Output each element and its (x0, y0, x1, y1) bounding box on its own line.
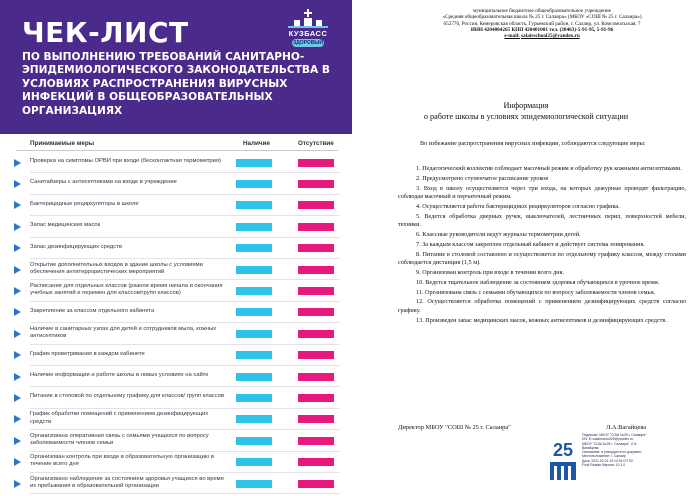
intro-paragraph: Во избежание распространения вирусных инфекции, соблюдаются следующие меры: (420, 140, 646, 147)
checklist-item-label: Организовано наблюдение за состоянием здоровья учащихся во время их пребывания в образовательной организации (30, 475, 224, 489)
present-checkbox[interactable] (236, 351, 272, 359)
stamp-line: Основание: я утвердил этот документ (582, 450, 642, 455)
checklist-row (0, 152, 352, 173)
checklist-item-label: Запас дезинфицирующих средств (30, 243, 122, 250)
signature-role: Директор МБОУ "СОШ № 25 г. Салаира" (398, 424, 511, 431)
measure-item: 5. Ведется обработка дверных ручек, выключателей, лестничных перил, поверхностей мебели, техники. (398, 212, 686, 228)
crown-icon (278, 6, 338, 30)
header-line: «Средняя общеобразовательная школа № 25 г. Салаира» (МБОУ «СОШ № 25 г. Салаира») (442, 14, 642, 21)
header-line: муниципальное бюджетное общеобразовательное учреждение (473, 8, 611, 14)
email-link[interactable]: salairschool25@yandex.ru (521, 33, 580, 40)
present-checkbox[interactable] (236, 308, 272, 316)
stamp-line: Дата: 2021.02.01 10:14:31+07'00' (582, 458, 634, 463)
checklist-row (0, 173, 352, 194)
checklist-item-label: Открытие дополнительных входов в здание школы с условиями обеспечения антитеррористических мероприятий (30, 261, 203, 275)
absent-checkbox[interactable] (298, 458, 334, 466)
document-title-main: Информация (503, 101, 549, 110)
measure-item: 7. За каждым классом закреплен отдельный кабинет и действует система зонирования. (416, 240, 645, 248)
checklist-item-label: Питание в столовой по отдельному графику для классов/ групп классов (30, 393, 225, 400)
row-arrow-icon (14, 308, 21, 316)
absent-checkbox[interactable] (298, 159, 334, 167)
absent-checkbox[interactable] (298, 373, 334, 381)
header-divider (16, 150, 338, 151)
absent-checkbox[interactable] (298, 287, 334, 295)
letter-document (352, 0, 700, 496)
measure-item: 6. Классные руководители ведут журналы термометрии детей. (416, 230, 581, 238)
row-arrow-icon (14, 159, 21, 167)
checklist-item-label: Наличие информации и работе школы в новых условиях на сайте (30, 372, 209, 378)
school-stamp-icon (548, 432, 578, 482)
row-arrow-icon (14, 480, 21, 488)
document-title-sub: о работе школы в условиях эпидемиологической ситуации (423, 112, 629, 121)
absent-checkbox[interactable] (298, 394, 334, 402)
absent-checkbox[interactable] (298, 180, 334, 188)
present-checkbox[interactable] (236, 244, 272, 252)
present-checkbox[interactable] (236, 287, 272, 295)
present-checkbox[interactable] (236, 266, 272, 274)
checklist-row (0, 366, 352, 387)
checklist-item-label: Санитайзеры с антисептиками на входе в учреждение (30, 179, 177, 186)
signature-name: Л.А.Вагайцева (606, 424, 647, 431)
present-checkbox[interactable] (236, 373, 272, 381)
row-arrow-icon (14, 373, 21, 381)
checklist-item-label: Организована оперативная связь с семьями учащихся по вопросу заболеваемости членов семьи (30, 432, 209, 446)
kuzbass-logo (278, 6, 338, 48)
checklist-item-label: Закрепление за классом отдельного кабинета (30, 307, 155, 314)
column-header-present: Наличие (243, 140, 270, 147)
stamp-line: Подписан: МБОУ "СОШ №25 г. Салаира" (582, 433, 647, 437)
row-arrow-icon (14, 223, 21, 231)
checklist-row (0, 452, 352, 473)
present-checkbox[interactable] (236, 201, 272, 209)
checklist-row (0, 238, 352, 259)
present-checkbox[interactable] (236, 330, 272, 338)
row-arrow-icon (14, 458, 21, 466)
absent-checkbox[interactable] (298, 437, 334, 445)
digital-signature-info (582, 433, 654, 467)
checklist-item-label: График проветривания в каждом кабинете (30, 350, 145, 357)
measure-item: 13. Произведен запас медицинских масок, кожных антисептиков и дезинфицирующих средств. (416, 316, 667, 324)
checklist-row (0, 430, 352, 451)
checklist-banner (0, 0, 352, 134)
absent-checkbox[interactable] (298, 351, 334, 359)
row-arrow-icon (14, 180, 21, 188)
checklist-row (0, 345, 352, 366)
checklist-item-label: Проверка на симптомы ОРВИ при входе (бесконтактная термометрия) (30, 158, 221, 164)
row-arrow-icon (14, 287, 21, 295)
checklist-item-label: Запас медицинских масок (30, 222, 101, 229)
absent-checkbox[interactable] (298, 266, 334, 274)
row-arrow-icon (14, 351, 21, 359)
checklist-row (0, 409, 352, 430)
stamp-line: DN: E=salairschool25@yandex.ru, (582, 437, 634, 442)
row-arrow-icon (14, 394, 21, 402)
checklist-item-label: График обработки помещений с применением дезинфицирующих средств (30, 411, 209, 425)
column-header-measures: Принимаемые меры (30, 140, 95, 147)
checklist-row (0, 302, 352, 323)
present-checkbox[interactable] (236, 458, 272, 466)
row-divider (30, 493, 340, 494)
present-checkbox[interactable] (236, 159, 272, 167)
measure-item: 10. Ведется тщательное наблюдение за состоянием здоровья обучающихся в урочное время. (416, 278, 660, 286)
checklist-subtitle: ПО ВЫПОЛНЕНИЮ ТРЕБОВАНИЙ САНИТАРНО-ЭПИДЕМИОЛОГИЧЕСКОГО ЗАКОНОДАТЕЛЬСТВА В УСЛОВИЯХ РАСПРОСТРАНЕНИЯ ВИРУСНЫХ ИНФЕКЦИЙ В ОБЩЕОБРАЗОВАТЕЛЬНЫХ ОРГАНИЗАЦИЯХ (22, 51, 330, 117)
logo-badge: ЗДОРОВЫЙ (293, 40, 323, 46)
checklist-row (0, 323, 352, 344)
measure-item: 11. Организована связь с семьями обучающихся по вопросу заболеваемости членов семьи. (416, 288, 656, 296)
letter-header (392, 8, 692, 39)
measure-item: 4. Осуществляется работа бактерицидных рециркуляторов согласно графика. (416, 202, 620, 210)
absent-checkbox[interactable] (298, 308, 334, 316)
checklist-item-label: Бактерицидные рециркуляторы в школе (30, 200, 139, 207)
measure-item: 1. Педагогический коллектив соблюдает масочный режим и обработку рук кожными антисептиками. (416, 165, 682, 172)
present-checkbox[interactable] (236, 394, 272, 402)
present-checkbox[interactable] (236, 437, 272, 445)
checklist-item-label: Организован контроль при входе в образовательную организацию в течение всего дня (30, 454, 214, 468)
measure-item: 8. Питание в столовой составлено и осуществляется по отдельному графику классов, между столами соблюдается дистанция (1,5 м). (398, 250, 686, 266)
absent-checkbox[interactable] (298, 244, 334, 252)
header-line: 652770, Россия, Кемеровская область, Гурьевский район, г. Салаир, ул. Комсомольская, 7 (443, 20, 641, 27)
checklist-row (0, 473, 352, 494)
measures-list (398, 165, 686, 326)
checklist-item-label: Расписание для отдельных классов (разное время начала и окончания учебных занятий и перемен для классов/групп классов) (30, 282, 223, 297)
row-arrow-icon (14, 266, 21, 274)
row-arrow-icon (14, 201, 21, 209)
column-header-absent: Отсутствие (298, 140, 334, 147)
stamp-line: МБОУ "СОШ №25 г. Салаира", Л.А. Вагайцева (582, 441, 638, 450)
logo-text: КУЗБАСС (288, 29, 328, 38)
email-line (392, 33, 692, 39)
present-checkbox[interactable] (236, 180, 272, 188)
checklist-row (0, 280, 352, 301)
row-arrow-icon (14, 415, 21, 423)
present-checkbox[interactable] (236, 480, 272, 488)
email-label: e-mail: (504, 33, 520, 40)
stamp-line: Foxit Reader Версия: 10.1.0 (582, 463, 626, 468)
stamp-line: Местоположение: г. Салаир (582, 454, 626, 459)
checklist-row (0, 387, 352, 408)
present-checkbox[interactable] (236, 415, 272, 423)
absent-checkbox[interactable] (298, 201, 334, 209)
measure-item: 2. Предусмотрено ступенчатое расписание уроков (416, 174, 549, 182)
row-arrow-icon (14, 330, 21, 338)
row-arrow-icon (14, 244, 21, 252)
header-line: ИНН 4204004265 КПП 420401001 тел. (38463)-5-91-95, 5-91-96 (470, 26, 614, 33)
absent-checkbox[interactable] (298, 415, 334, 423)
checklist-title: ЧЕК-ЛИСТ (22, 16, 189, 49)
absent-checkbox[interactable] (298, 223, 334, 231)
stamp-number: 25 (552, 440, 574, 460)
checklist-item-label: Наличие в санитарных узлах для детей и сотрудников мыла, кожных антисептиков (30, 325, 217, 339)
measure-item: 3. Вход в школу осуществляется через три входа, на которых дежурные проводят фильтрацию, соблюдая масочный и перчаточный режим. (398, 184, 686, 200)
document-title (352, 100, 700, 122)
present-checkbox[interactable] (236, 223, 272, 231)
checklist-row (0, 216, 352, 237)
absent-checkbox[interactable] (298, 330, 334, 338)
signature-line (398, 424, 686, 431)
measure-item: 12. Осуществляется обработка помещений с применением дезинфицирующих средств согласно графику. (398, 298, 686, 314)
absent-checkbox[interactable] (298, 480, 334, 488)
checklist-row (0, 259, 352, 280)
measure-item: 9. Организован контроль при входе в течении всего дня. (416, 268, 564, 276)
row-arrow-icon (14, 437, 21, 445)
checklist-row (0, 195, 352, 216)
